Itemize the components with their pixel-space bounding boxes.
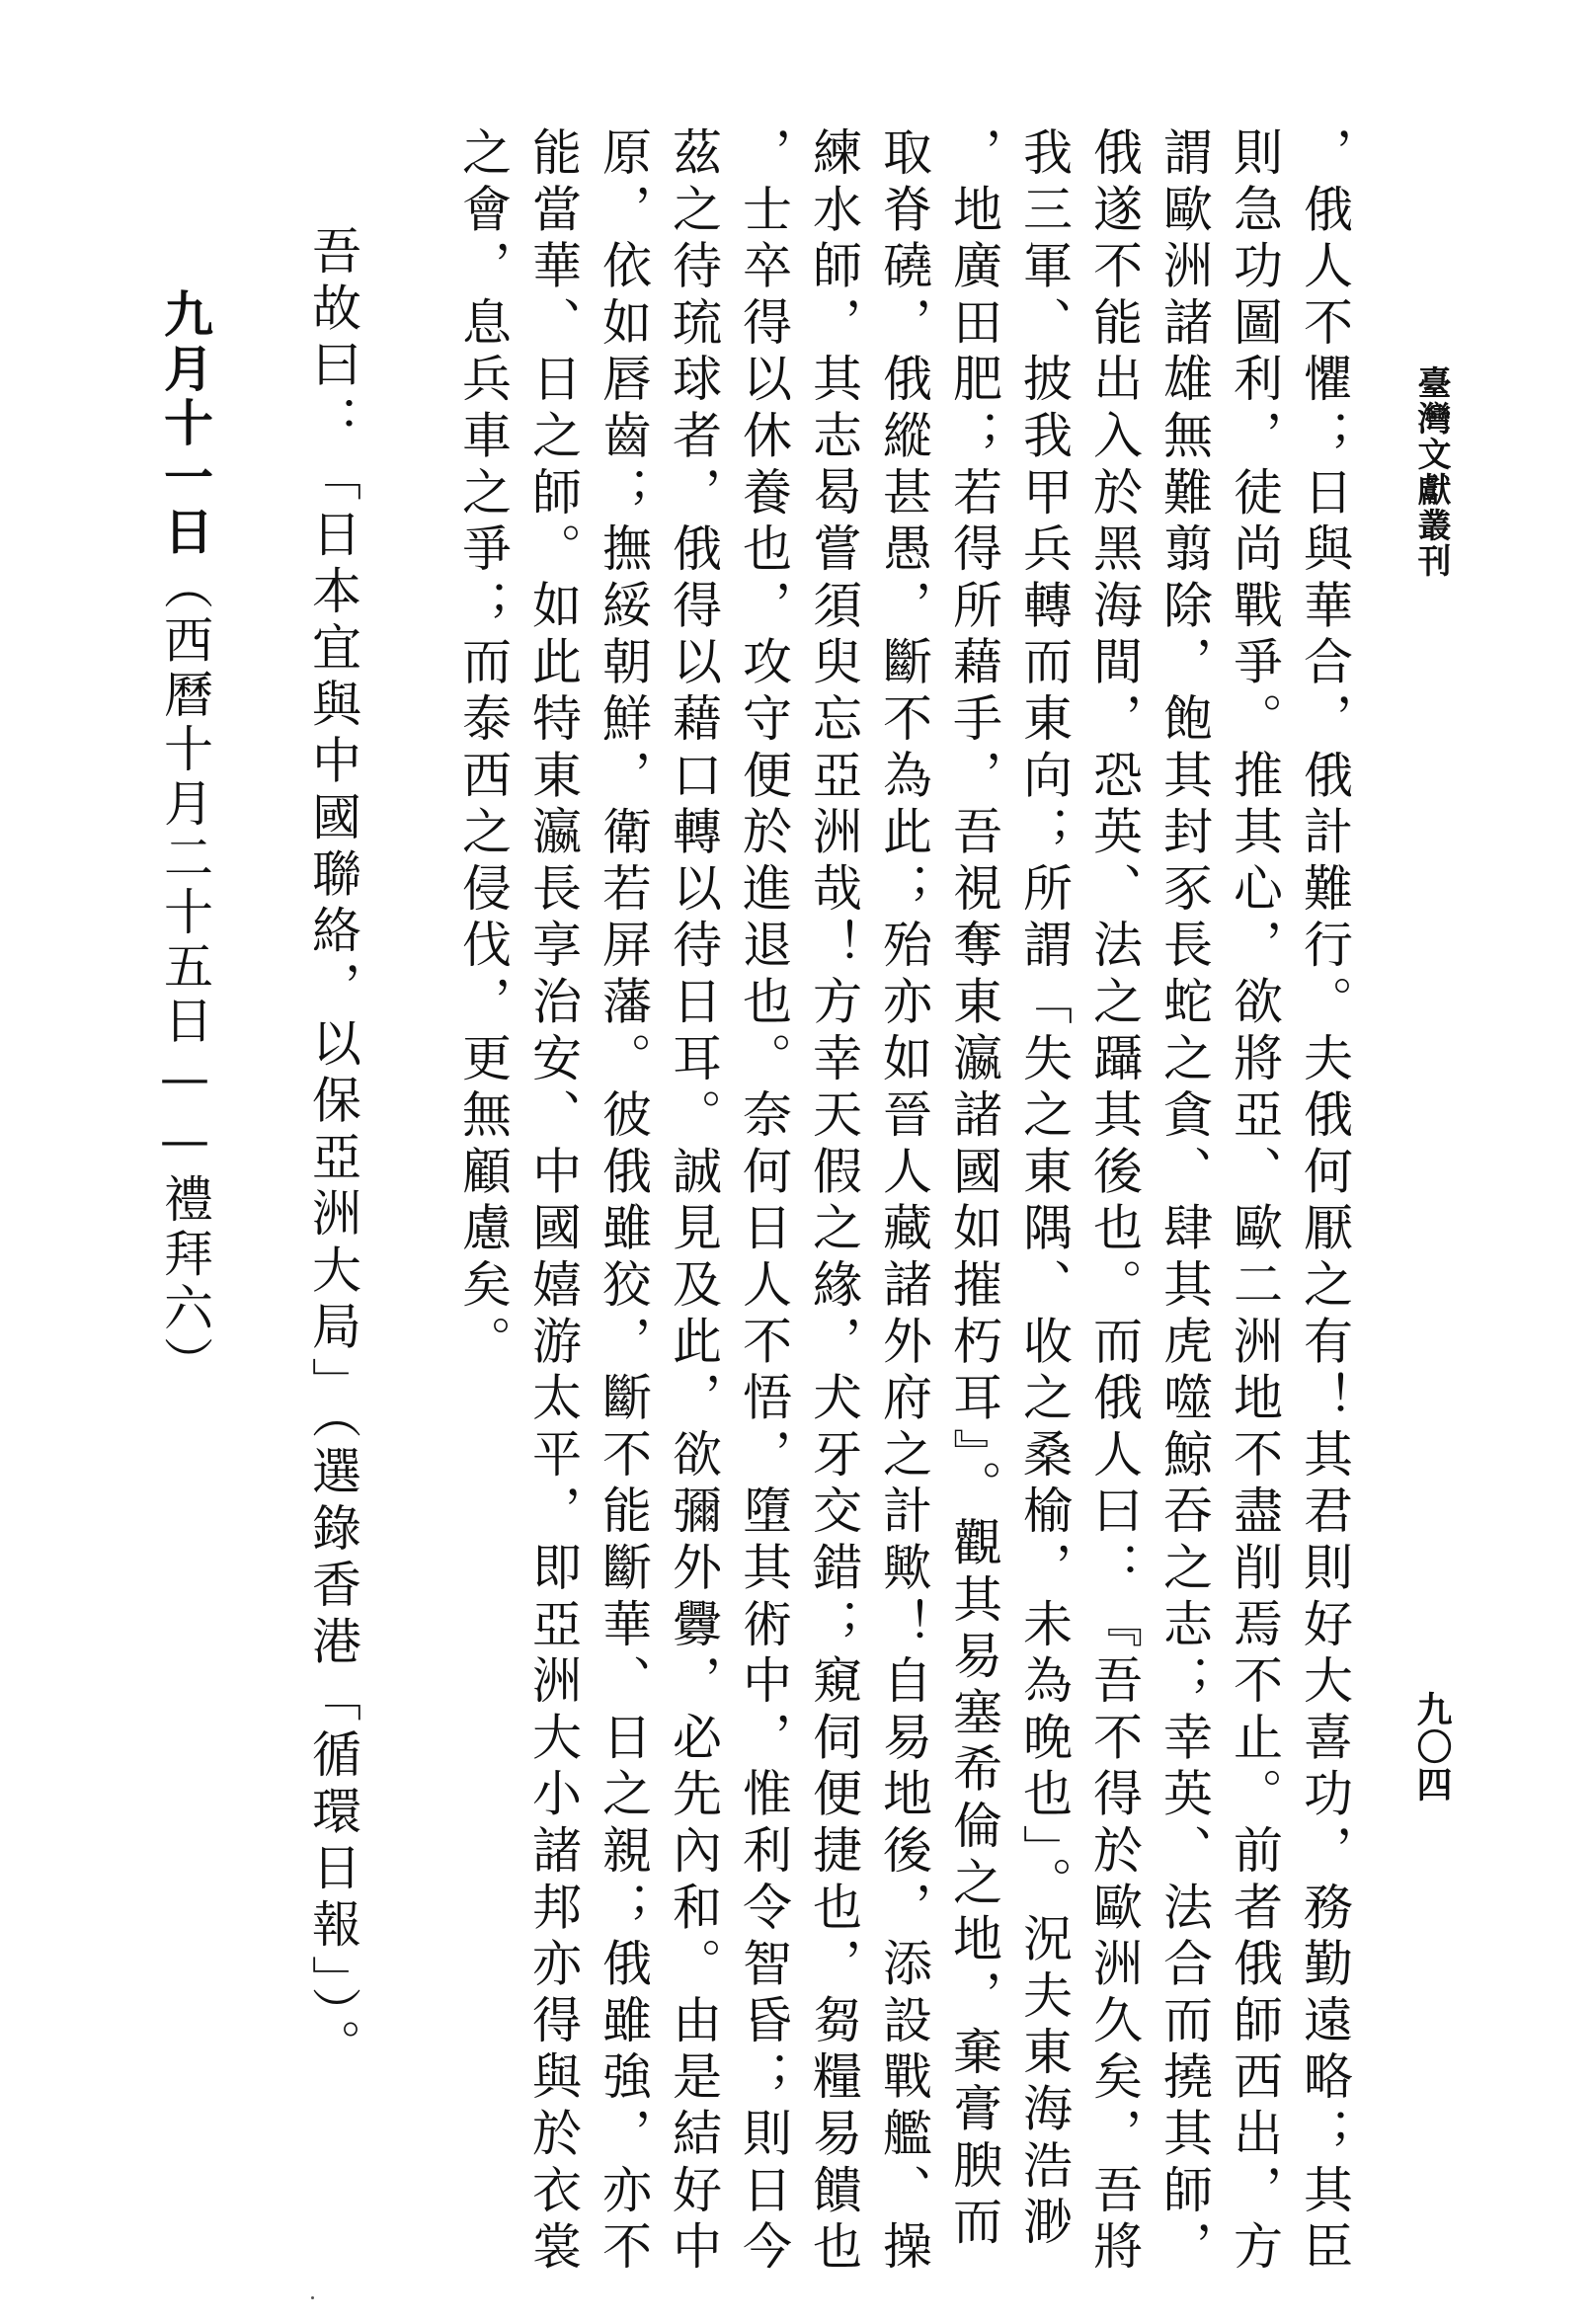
running-title: 臺灣文獻叢刊 (1411, 365, 1451, 579)
text-column: 則急功圖利，徒尚戰爭。推其心，欲將亞、歐二洲地不盡削焉不止。前者俄師西出，方 (1226, 126, 1283, 2278)
entry-date: 九月十一日 (156, 288, 214, 560)
print-speck (311, 2296, 314, 2299)
text-column: 練水師，其志曷嘗須臾忘亞洲哉！方幸天假之緣，犬牙交錯；窺伺便捷也，芻糧易饋也 (805, 126, 862, 2278)
text-column: 謂歐洲諸雄無難翦除，飽其封豕長蛇之貪、肆其虎噬鯨吞之志；幸英、法合而撓其師， (1156, 126, 1213, 2278)
text-column: 我三軍、披我甲兵轉而東向；所謂「失之東隅、收之桑榆，未為晚也」。況夫東海浩渺 (1015, 126, 1073, 2253)
text-column: ，俄人不懼；日與華合，俄計難行。夫俄何厭之有！其君則好大喜功，務勤遠略；其臣 (1296, 126, 1353, 2278)
text-column: 之會，息兵車之爭；而泰西之侵伐，更無顧慮矣。 (454, 126, 512, 1372)
conclusion-line: 吾故曰：「日本宜與中國聯絡，以保亞洲大局」（選錄香港「循環日報」）。 (304, 225, 361, 2076)
text-column: ，地廣田肥；若得所藉手，吾視奪東瀛諸國如摧朽耳』。觀其易塞希倫之地，棄膏腴而 (945, 126, 1002, 2253)
text-column: 俄遂不能出入於黑海間，恐英、法之躡其後也。而俄人曰：『吾不得於歐洲久矣，吾將 (1085, 126, 1143, 2278)
entry-date-heading (148, 288, 214, 1391)
page-number: 九〇四 (1411, 1691, 1453, 1803)
text-column: 茲之待琉球者，俄得以藉口轉以待日耳。誠見及此，欲彌外釁，必先內和。由是結好中 (665, 126, 722, 2278)
text-column: 能當華、日之師。如此特東瀛長享治安、中國嬉游太平，即亞洲大小諸邦亦得與於衣裳 (524, 126, 582, 2278)
text-column: 取脊磽，俄縱甚愚，斷不為此；殆亦如晉人藏諸外府之計歟！自易地後，添設戰艦、操 (875, 126, 932, 2278)
text-column: 原，依如唇齒；撫綏朝鮮，衛若屏藩。彼俄雖狡，斷不能斷華、日之親；俄雖強，亦不 (595, 126, 652, 2278)
text-column: ，士卒得以休養也，攻守便於進退也。奈何日人不悟，墮其術中，惟利令智昏；則日今 (735, 126, 792, 2278)
entry-date-note: （西曆十月二十五日——禮拜六） (156, 560, 213, 1391)
